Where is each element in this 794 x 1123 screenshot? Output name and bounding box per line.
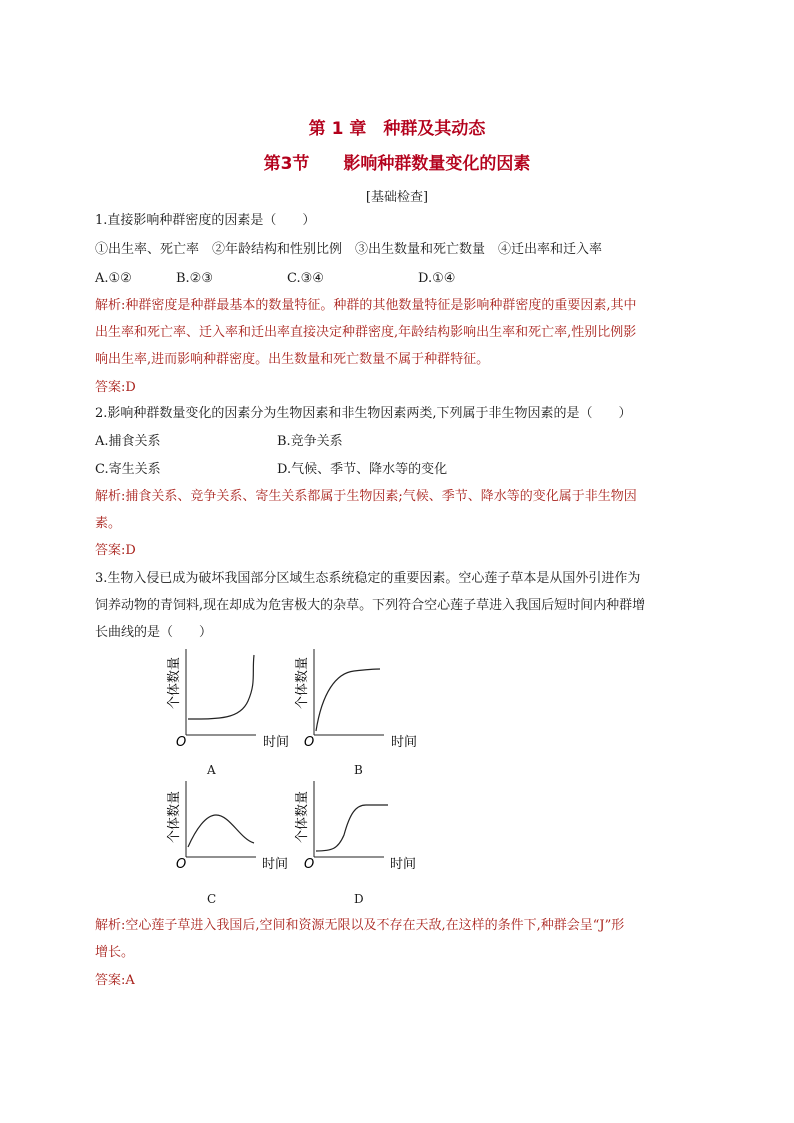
q3-stem-line: 饲养动物的青饲料,现在却成为危害极大的杂草。下列符合空心莲子草进入我国后短时间内种群增 — [95, 598, 646, 613]
graph-c-label: C — [207, 892, 217, 906]
q3-answer: 答案:A — [95, 973, 135, 988]
q1-analysis-line: 解析:种群密度是种群最基本的数量特征。种群的其他数量特征是影响种群密度的重要因素,其中 — [95, 298, 637, 313]
q2-stem: 2.影响种群数量变化的因素分为生物因素和非生物因素两类,下列属于非生物因素的是（ ） — [95, 406, 632, 421]
q1-stem: 1.直接影响种群密度的因素是（ ） — [95, 213, 316, 228]
q2-option-d: D.气候、季节、降水等的变化 — [277, 462, 448, 477]
q2-option-b: B.竞争关系 — [277, 434, 343, 449]
graph-c-origin: O — [176, 857, 187, 872]
graph-a-origin: O — [176, 735, 187, 750]
subsection-label: [基础检查] — [365, 190, 429, 205]
graph-b-origin: O — [304, 735, 315, 750]
q1-option-c: C.③④ — [287, 271, 324, 286]
graph-c-curve — [188, 815, 254, 847]
graph-b-label: B — [354, 763, 363, 777]
q2-analysis-line: 解析:捕食关系、竞争关系、寄生关系都属于生物因素;气候、季节、降水等的变化属于非生物因 — [95, 489, 637, 504]
q3-analysis-line: 增长。 — [95, 945, 135, 960]
graph-d-curve — [316, 805, 388, 851]
chapter-title: 第 1 章 种群及其动态 — [308, 119, 486, 139]
graph-c-xlabel: 时间 — [262, 857, 289, 872]
q3-analysis-line: 解析:空心莲子草进入我国后,空间和资源无限以及不存在天敌,在这样的条件下,种群会呈“J”形 — [95, 918, 625, 933]
graph-b-curve — [316, 669, 380, 731]
graph-a-curve — [188, 655, 254, 719]
graph-b — [288, 643, 428, 755]
q2-option-a: A.捕食关系 — [95, 434, 161, 449]
graph-a — [160, 643, 300, 755]
graph-a-xlabel: 时间 — [263, 735, 290, 750]
q2-answer: 答案:D — [95, 543, 136, 558]
graph-b-ylabel: 个体数量 — [295, 656, 310, 710]
graph-d-ylabel: 个体数量 — [295, 790, 310, 844]
graph-d-origin: O — [304, 857, 315, 872]
graph-c — [160, 777, 300, 889]
q3-stem-line: 3.生物入侵已成为破坏我国部分区域生态系统稳定的重要因素。空心莲子草本是从国外引进作为 — [95, 571, 641, 586]
graph-b-xlabel: 时间 — [391, 735, 418, 750]
q1-analysis-line: 出生率和死亡率、迁入率和迁出率直接决定种群密度,年龄结构影响出生率和死亡率,性别比例影 — [95, 325, 637, 340]
q1-answer: 答案:D — [95, 380, 136, 395]
q1-option-a: A.①② — [95, 271, 132, 286]
section-title: 第3节 影响种群数量变化的因素 — [263, 154, 531, 174]
q1-items: ①出生率、死亡率 ②年龄结构和性别比例 ③出生数量和死亡数量 ④迁出率和迁入率 — [95, 242, 603, 257]
graph-d — [288, 777, 428, 889]
graph-a-label: A — [207, 763, 216, 777]
q2-option-c: C.寄生关系 — [95, 462, 161, 477]
graph-d-xlabel: 时间 — [390, 857, 417, 872]
graph-a-ylabel: 个体数量 — [167, 656, 182, 710]
graph-c-ylabel: 个体数量 — [167, 790, 182, 844]
q3-stem-line: 长曲线的是（ ） — [95, 625, 213, 640]
q1-option-d: D.①④ — [418, 271, 456, 286]
q1-analysis-line: 响出生率,进而影响种群密度。出生数量和死亡数量不属于种群特征。 — [95, 352, 490, 367]
q2-analysis-line: 素。 — [95, 516, 122, 531]
q1-option-b: B.②③ — [176, 271, 213, 286]
graph-d-label: D — [354, 892, 364, 906]
